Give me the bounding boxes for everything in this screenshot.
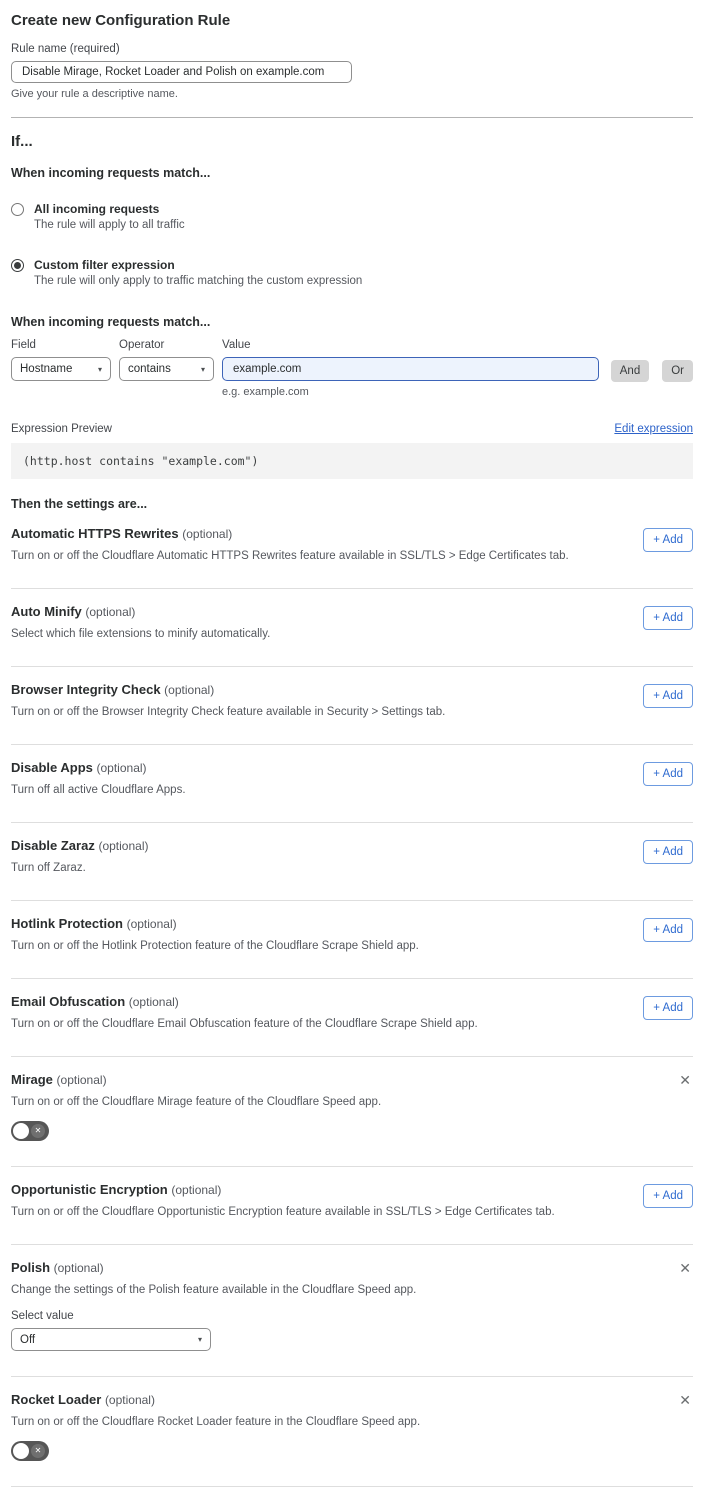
- match-heading: When incoming requests match...: [11, 166, 211, 180]
- setting-name: Disable Zaraz: [11, 838, 95, 853]
- optional-label: (optional): [104, 1393, 155, 1407]
- expression-preview-label: Expression Preview: [11, 423, 112, 435]
- setting-row-mirage: [11, 1057, 693, 1167]
- optional-label: (optional): [56, 1073, 107, 1087]
- add-email-obfuscation-button[interactable]: + Add: [643, 996, 693, 1020]
- add-disable-zaraz-button[interactable]: + Add: [643, 840, 693, 864]
- setting-description: Turn on or off the Cloudflare Rocket Loader feature in the Cloudflare Speed app.: [11, 1416, 421, 1428]
- polish-value-select[interactable]: [11, 1328, 211, 1351]
- toggle-x-icon: ✕: [31, 1444, 45, 1458]
- value-input[interactable]: [222, 357, 599, 381]
- optional-label: (optional): [98, 839, 149, 853]
- add-automatic-https-rewrites-button[interactable]: + Add: [643, 528, 693, 552]
- setting-description: Turn on or off the Cloudflare Opportunistic Encryption feature available in SSL/TLS > Edge Certificates tab.: [11, 1206, 555, 1218]
- radio-button-selected[interactable]: [11, 259, 24, 272]
- toggle-knob: [13, 1123, 29, 1139]
- optional-label: (optional): [85, 605, 136, 619]
- field-label: Field: [11, 339, 36, 351]
- optional-label: (optional): [128, 995, 179, 1009]
- polish-close-icon[interactable]: ✕: [679, 1260, 691, 1276]
- expression-preview-box: (http.host contains "example.com"): [11, 443, 693, 479]
- setting-name: Disable Apps: [11, 760, 93, 775]
- optional-label: (optional): [164, 683, 215, 697]
- setting-name: Rocket Loader: [11, 1392, 102, 1407]
- setting-description: Change the settings of the Polish feature available in the Cloudflare Speed app.: [11, 1284, 417, 1296]
- value-label: Value: [222, 339, 251, 351]
- mirage-toggle-off[interactable]: [11, 1121, 49, 1141]
- setting-description: Turn on or off the Cloudflare Email Obfuscation feature of the Cloudflare Scrape Shield app.: [11, 1018, 478, 1030]
- if-heading: If...: [11, 133, 33, 150]
- setting-row-rocket-loader: [11, 1377, 693, 1487]
- rule-name-input[interactable]: [11, 61, 352, 83]
- toggle-knob: [13, 1443, 29, 1459]
- add-opportunistic-encryption-button[interactable]: + Add: [643, 1184, 693, 1208]
- mirage-close-icon[interactable]: ✕: [679, 1072, 691, 1088]
- rocket-loader-close-icon[interactable]: ✕: [679, 1392, 691, 1408]
- setting-row-polish: [11, 1245, 693, 1377]
- radio-description: The rule will only apply to traffic matching the custom expression: [34, 275, 363, 287]
- polish-select-value: Off: [20, 1333, 36, 1346]
- setting-name: Mirage: [11, 1072, 53, 1087]
- operator-select-value: contains: [128, 363, 171, 375]
- then-settings-heading: Then the settings are...: [11, 497, 148, 511]
- setting-row-disable-zaraz: [11, 823, 693, 901]
- setting-name: Automatic HTTPS Rewrites: [11, 526, 179, 541]
- radio-label: All incoming requests: [34, 202, 160, 216]
- add-hotlink-protection-button[interactable]: + Add: [643, 918, 693, 942]
- setting-description: Turn off Zaraz.: [11, 862, 86, 874]
- radio-option-all-incoming-requests[interactable]: [11, 202, 693, 231]
- operator-label: Operator: [119, 339, 165, 351]
- setting-description: Turn on or off the Cloudflare Mirage feature of the Cloudflare Speed app.: [11, 1096, 382, 1108]
- radio-label: Custom filter expression: [34, 258, 175, 272]
- setting-row-browser-integrity-check: [11, 667, 693, 745]
- rule-name-helper: Give your rule a descriptive name.: [11, 88, 178, 100]
- add-disable-apps-button[interactable]: + Add: [643, 762, 693, 786]
- and-button[interactable]: And: [611, 360, 649, 382]
- setting-row-disable-apps: [11, 745, 693, 823]
- chevron-down-icon: ▾: [97, 364, 102, 374]
- and-or-buttons: [611, 360, 693, 382]
- chevron-down-icon: ▾: [200, 364, 205, 374]
- setting-name: Hotlink Protection: [11, 916, 123, 931]
- setting-description: Turn on or off the Hotlink Protection feature of the Cloudflare Scrape Shield app.: [11, 940, 419, 952]
- or-button[interactable]: Or: [662, 360, 693, 382]
- section-divider: [11, 117, 693, 118]
- rule-name-label: Rule name (required): [11, 43, 120, 55]
- setting-description: Select which file extensions to minify automatically.: [11, 628, 271, 640]
- optional-label: (optional): [53, 1261, 104, 1275]
- optional-label: (optional): [182, 527, 233, 541]
- setting-row-hotlink-protection: [11, 901, 693, 979]
- setting-description: Turn off all active Cloudflare Apps.: [11, 784, 186, 796]
- setting-row-auto-minify: [11, 589, 693, 667]
- setting-name: Email Obfuscation: [11, 994, 126, 1009]
- toggle-x-icon: ✕: [31, 1124, 45, 1138]
- rocket-loader-toggle-off[interactable]: [11, 1441, 49, 1461]
- field-select-value: Hostname: [20, 363, 73, 375]
- value-helper: e.g. example.com: [222, 386, 309, 398]
- chevron-down-icon: ▾: [197, 1335, 202, 1344]
- setting-name: Polish: [11, 1260, 51, 1275]
- polish-select-label: Select value: [11, 1310, 74, 1322]
- setting-description: Turn on or off the Browser Integrity Check feature available in Security > Settings tab.: [11, 706, 446, 718]
- operator-select[interactable]: [119, 357, 214, 381]
- setting-row-automatic-https-rewrites: [11, 511, 693, 589]
- radio-description: The rule will apply to all traffic: [34, 219, 185, 231]
- page-title: Create new Configuration Rule: [11, 12, 231, 29]
- optional-label: (optional): [126, 917, 177, 931]
- setting-name: Browser Integrity Check: [11, 682, 161, 697]
- field-select[interactable]: [11, 357, 111, 381]
- add-auto-minify-button[interactable]: + Add: [643, 606, 693, 630]
- add-browser-integrity-check-button[interactable]: + Add: [643, 684, 693, 708]
- optional-label: (optional): [96, 761, 147, 775]
- expression-preview-header: [11, 423, 693, 435]
- builder-heading: When incoming requests match...: [11, 315, 211, 329]
- expression-builder-row: [11, 339, 693, 398]
- radio-option-custom-filter-expression[interactable]: [11, 258, 693, 287]
- radio-button-unselected[interactable]: [11, 203, 24, 216]
- setting-description: Turn on or off the Cloudflare Automatic HTTPS Rewrites feature available in SSL/TLS > Edge Certificates tab.: [11, 550, 569, 562]
- setting-name: Opportunistic Encryption: [11, 1182, 168, 1197]
- edit-expression-link[interactable]: Edit expression: [614, 423, 693, 435]
- optional-label: (optional): [171, 1183, 222, 1197]
- setting-name: Auto Minify: [11, 604, 82, 619]
- setting-row-opportunistic-encryption: [11, 1167, 693, 1245]
- setting-row-email-obfuscation: [11, 979, 693, 1057]
